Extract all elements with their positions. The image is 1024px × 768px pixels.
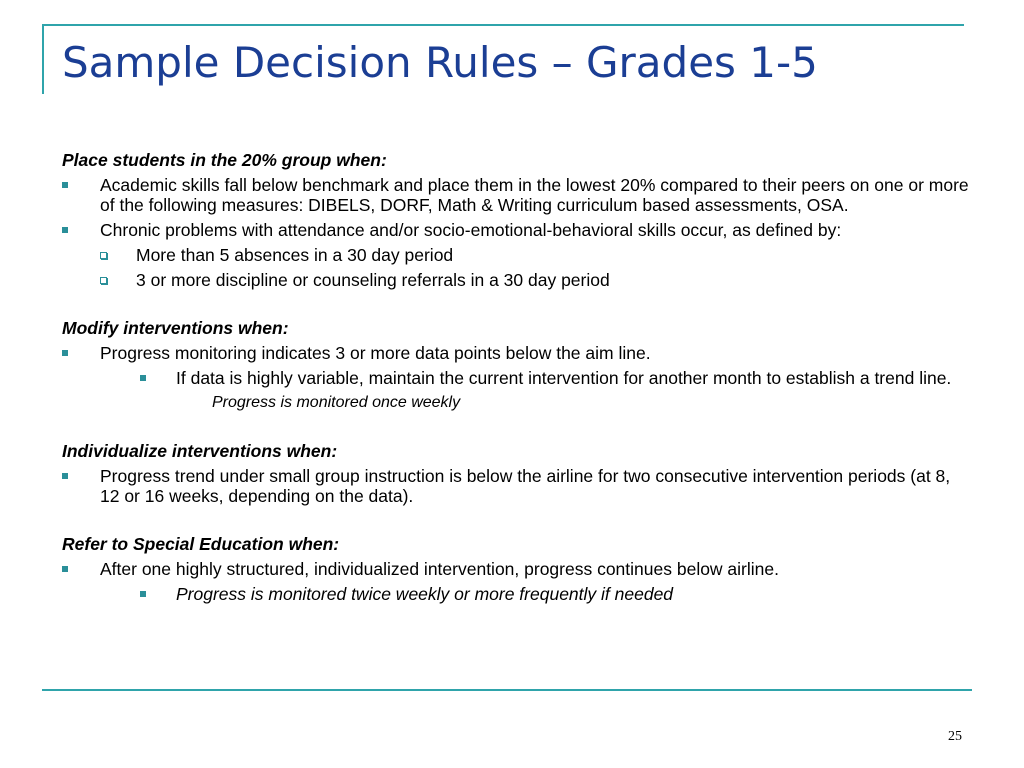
slide-title: Sample Decision Rules – Grades 1-5: [62, 38, 818, 87]
section-heading-place: Place students in the 20% group when:: [62, 150, 387, 170]
sub-list-item: [62, 368, 972, 388]
list-item: [62, 559, 972, 579]
square-bullet-icon: [62, 182, 68, 188]
hollow-box-bullet-icon: [100, 252, 107, 259]
square-bullet-icon: [62, 350, 68, 356]
list-item-text: After one highly structured, individualized intervention, progress continues below airline.: [100, 559, 779, 579]
title-accent-vertical-line: [42, 24, 44, 94]
list-item-text: Chronic problems with attendance and/or socio-emotional-behavioral skills occur, as defined by:: [100, 220, 842, 240]
square-bullet-icon: [62, 227, 68, 233]
list-item: [62, 466, 972, 506]
note-text: Progress is monitored once weekly: [212, 394, 461, 411]
sub-list-item-text: If data is highly variable, maintain the current intervention for another month to establish a trend line.: [176, 368, 952, 388]
square-bullet-icon: [140, 591, 146, 597]
hollow-box-bullet-icon: [100, 277, 107, 284]
sub-list-item-text: Progress is monitored twice weekly or more frequently if needed: [176, 584, 674, 604]
section-heading-individualize: Individualize interventions when:: [62, 441, 338, 461]
list-item: [62, 175, 972, 215]
list-item: [62, 343, 972, 363]
footer-divider-line: [42, 689, 972, 691]
sub-list-item: [62, 270, 972, 290]
title-accent-horizontal-line: [42, 24, 964, 26]
sub-list-item: [62, 584, 972, 604]
section-heading-refer: Refer to Special Education when:: [62, 534, 340, 554]
sub-list-item-text: 3 or more discipline or counseling referrals in a 30 day period: [136, 270, 610, 290]
list-item: [62, 220, 972, 240]
page-number: 25: [948, 729, 962, 744]
list-item-text: Academic skills fall below benchmark and place them in the lowest 20% compared to their peers on one or more of the following measures: DIBELS, DORF, Math & Writing curriculum based assessments, OSA.: [100, 175, 969, 215]
section-heading-modify: Modify interventions when:: [62, 318, 289, 338]
square-bullet-icon: [62, 473, 68, 479]
sub-list-item: [62, 245, 972, 265]
list-item-text: Progress trend under small group instruction is below the airline for two consecutive intervention periods (at 8, 12 or 16 weeks, depending on the data).: [100, 466, 951, 506]
sub-list-item-text: More than 5 absences in a 30 day period: [136, 245, 454, 265]
slide-content: [62, 150, 972, 604]
square-bullet-icon: [140, 375, 146, 381]
square-bullet-icon: [62, 566, 68, 572]
list-item-text: Progress monitoring indicates 3 or more data points below the aim line.: [100, 343, 651, 363]
